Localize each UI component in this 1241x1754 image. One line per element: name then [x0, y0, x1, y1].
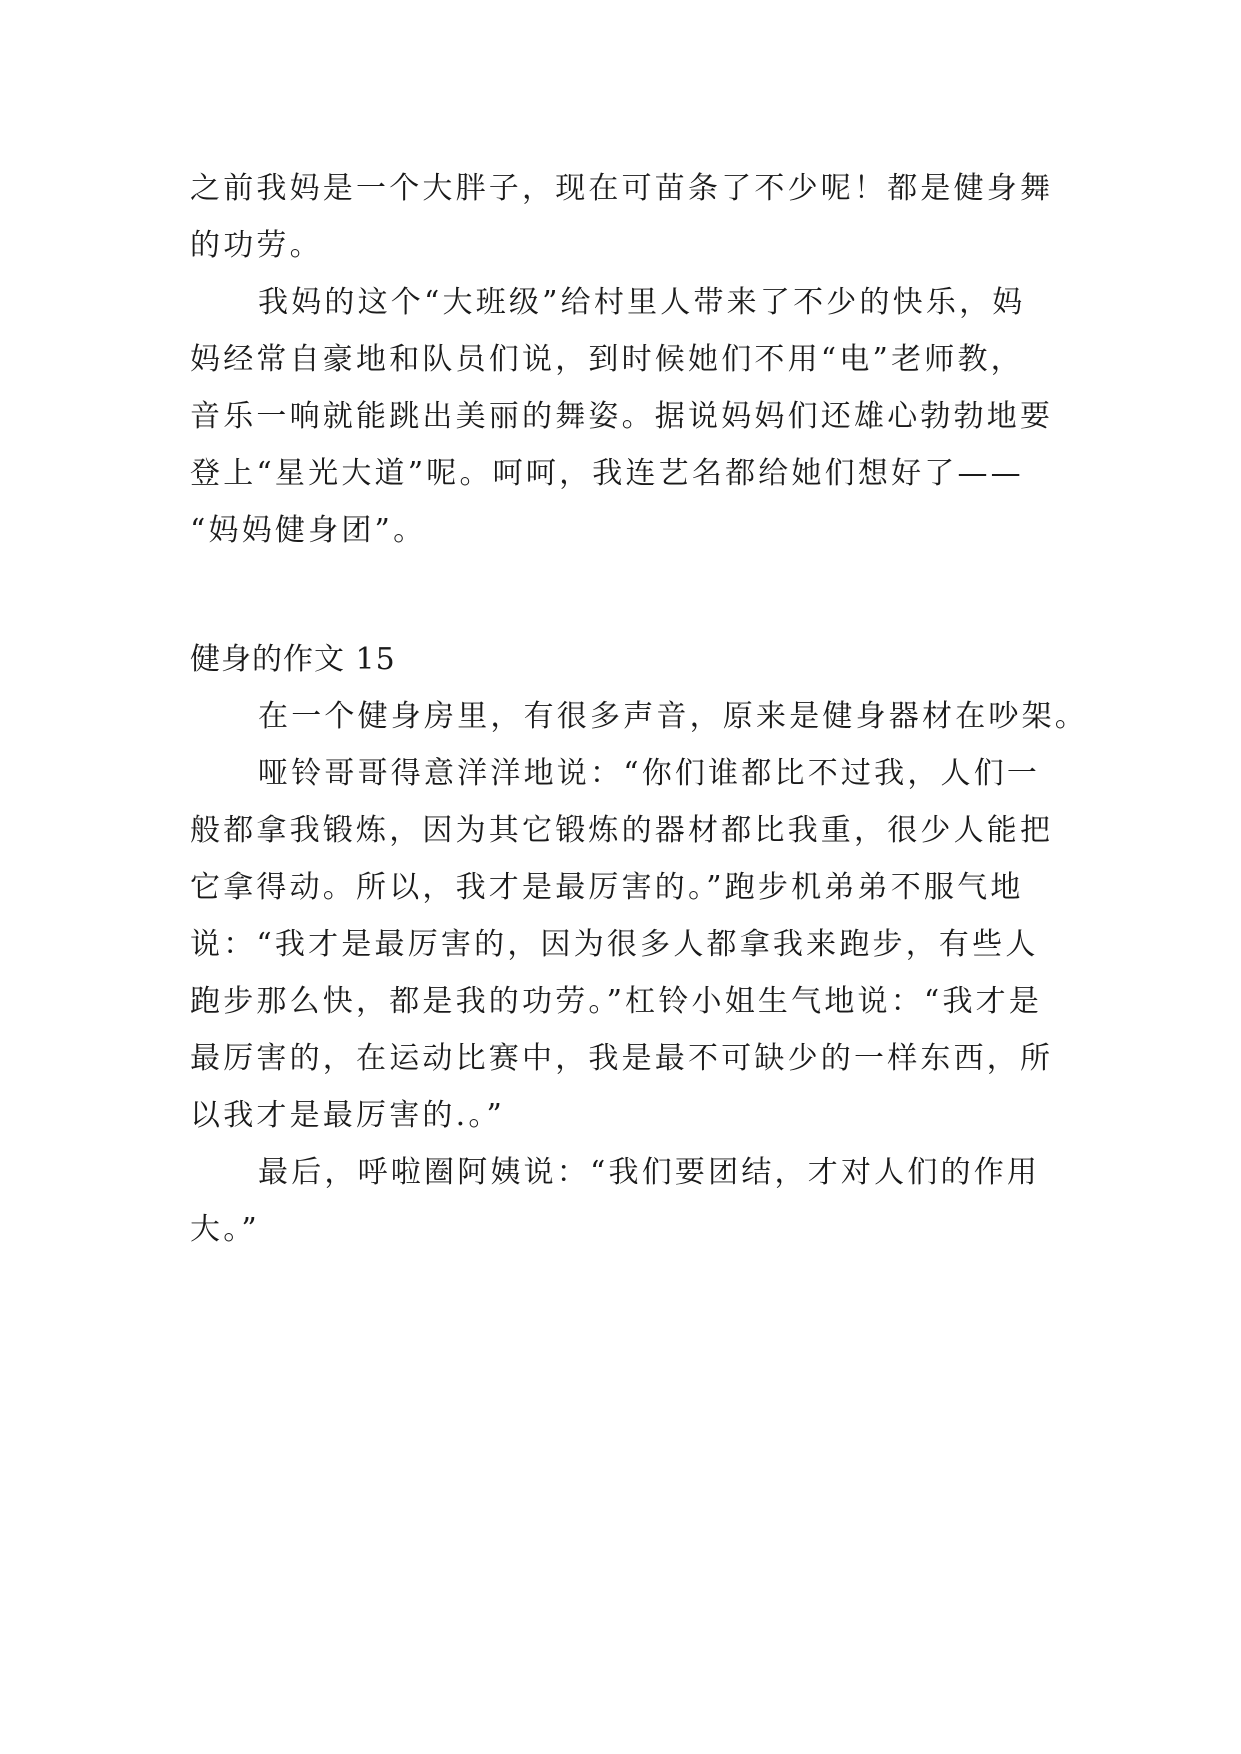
text-line: 妈经常自豪地和队员们说，到时候她们不用“电”老师教， — [190, 342, 1024, 377]
section-title: 健身的作文 15 — [190, 642, 396, 677]
text-line: 音乐一响就能跳出美丽的舞姿。据说妈妈们还雄心勃勃地要 — [190, 399, 1054, 434]
paragraph-3 — [190, 688, 1088, 745]
text-line: “妈妈健身团”。 — [190, 513, 427, 548]
paragraph-4 — [190, 745, 1054, 1144]
text-line: 它拿得动。所以，我才是最厉害的。”跑步机弟弟不服气地 — [190, 870, 1024, 905]
text-line: 般都拿我锻炼，因为其它锻炼的器材都比我重，很少人能把 — [190, 813, 1054, 848]
text-line: 之前我妈是一个大胖子，现在可苗条了不少呢！都是健身舞 — [190, 171, 1054, 206]
paragraph-1 — [190, 160, 1054, 274]
text-line: 最厉害的，在运动比赛中，我是最不可缺少的一样东西，所 — [190, 1041, 1054, 1076]
paragraph-5 — [190, 1144, 1048, 1258]
text-line: 登上“星光大道”呢。呵呵，我连艺名都给她们想好了—— — [190, 456, 1024, 491]
text-line: 以我才是最厉害的.。” — [190, 1098, 506, 1133]
text-line: 说：“我才是最厉害的，因为很多人都拿我来跑步，有些人 — [190, 927, 1039, 962]
text-line: 的功劳。 — [190, 228, 323, 263]
paragraph-2 — [190, 274, 1054, 559]
text-line: 跑步那么快，都是我的功劳。”杠铃小姐生气地说：“我才是 — [190, 984, 1043, 1019]
document-page — [190, 160, 1088, 1258]
text-line: 大。” — [190, 1212, 260, 1247]
text-line: 在一个健身房里，有很多声音，原来是健身器材在吵架。 — [258, 699, 1088, 734]
text-line: 我妈的这个“大班级”给村里人带来了不少的快乐，妈 — [258, 285, 1026, 320]
text-line: 最后，呼啦圈阿姨说：“我们要团结，才对人们的作用 — [258, 1155, 1041, 1190]
section-spacer — [190, 559, 1048, 631]
text-line: 哑铃哥哥得意洋洋地说：“你们谁都比不过我，人们一 — [258, 756, 1041, 791]
